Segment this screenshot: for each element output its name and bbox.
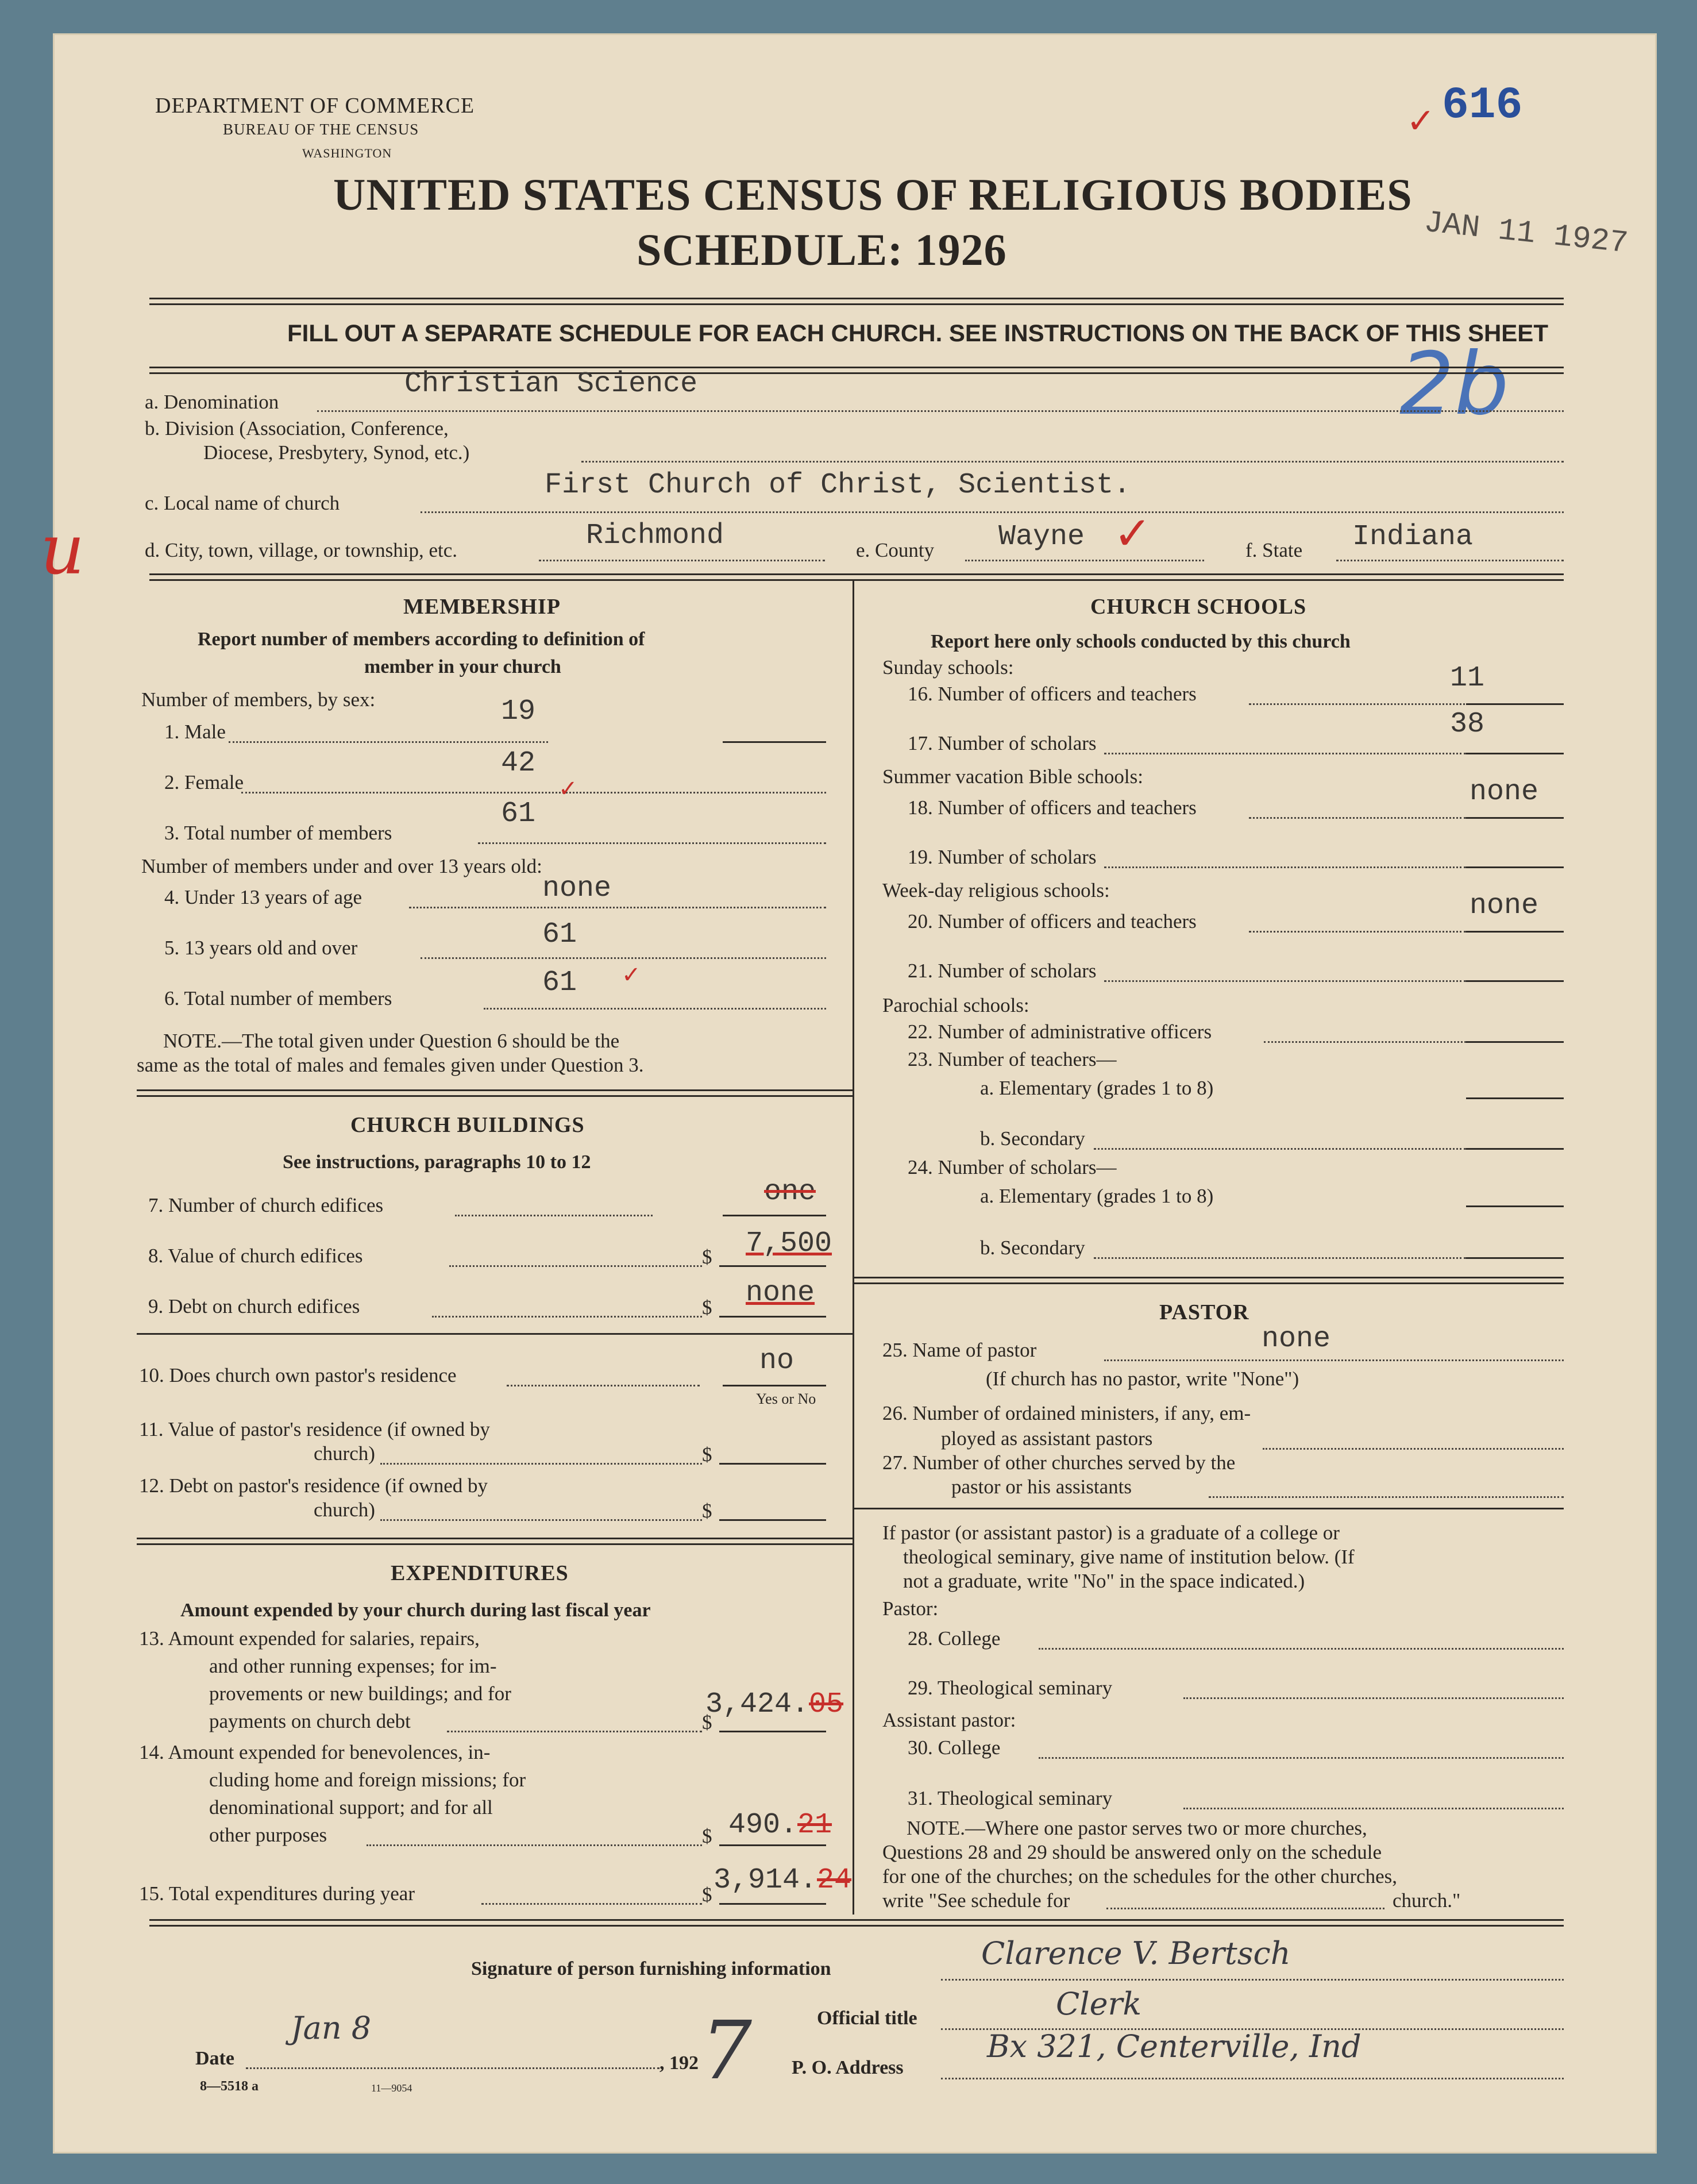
q25-value: none xyxy=(1262,1323,1331,1355)
summer-schools-label: Summer vacation Bible schools: xyxy=(882,765,1143,788)
division-label-2: Diocese, Presbytery, Synod, etc.) xyxy=(203,441,470,464)
q23b-label: b. Secondary xyxy=(980,1127,1085,1150)
handwritten-code: 2b xyxy=(1399,334,1509,434)
weekday-schools-label: Week-day religious schools: xyxy=(882,879,1110,902)
check-mark: ✓ xyxy=(1406,101,1436,141)
q6-label: 6. Total number of members xyxy=(164,987,392,1010)
address-value: Bx 321, Centerville, Ind xyxy=(987,2028,1362,2064)
q18-label: 18. Number of officers and teachers xyxy=(908,796,1197,819)
margin-mark: u xyxy=(40,510,85,590)
buildings-subheading: See instructions, paragraphs 10 to 12 xyxy=(283,1151,591,1173)
graduate-intro-2: theological seminary, give name of institution below. (If xyxy=(903,1546,1355,1568)
membership-note: NOTE.—The total given under Question 6 should be the xyxy=(163,1030,620,1052)
q10-value: no xyxy=(759,1345,794,1377)
q13-label-4: payments on church debt xyxy=(209,1710,411,1732)
q4-label: 4. Under 13 years of age xyxy=(164,886,362,908)
membership-note-2: same as the total of males and females given under Question 3. xyxy=(137,1054,644,1076)
q23-label: 23. Number of teachers— xyxy=(908,1048,1117,1070)
year-prefix: , 192 xyxy=(659,2052,699,2074)
expenditures-subheading: Amount expended by your church during last fiscal year xyxy=(180,1600,651,1621)
q10-label: 10. Does church own pastor's residence xyxy=(139,1364,457,1386)
q20-value: none xyxy=(1470,889,1539,922)
q6-value: 61 xyxy=(542,966,577,999)
census-schedule-sheet xyxy=(40,33,1657,2154)
q12-label: 12. Debt on pastor's residence (if owned by xyxy=(139,1474,488,1497)
q17-value: 38 xyxy=(1450,708,1485,741)
q13-label-3: provements or new buildings; and for xyxy=(209,1682,511,1705)
state-value: Indiana xyxy=(1352,521,1474,553)
q13-label: 13. Amount expended for salaries, repairs, xyxy=(139,1627,480,1650)
q3-value: 61 xyxy=(501,798,536,830)
q9-label: 9. Debt on church edifices xyxy=(148,1295,360,1318)
washington-heading: WASHINGTON xyxy=(302,146,392,160)
county-label: e. County xyxy=(856,539,935,561)
q2-label: 2. Female xyxy=(164,771,244,794)
yes-no-hint: Yes or No xyxy=(756,1390,816,1407)
q14-label-2: cluding home and foreign missions; for xyxy=(209,1769,526,1791)
q14-cents: 21 xyxy=(797,1809,832,1842)
membership-subheading: Report number of members according to definition of xyxy=(198,629,645,650)
graduate-intro-3: not a graduate, write "No" in the space indicated.) xyxy=(903,1570,1305,1592)
q27-label-2: pastor or his assistants xyxy=(951,1476,1132,1498)
q13-value: 3,424.05 xyxy=(705,1688,844,1721)
q14-value: 490.21 xyxy=(728,1809,832,1842)
sunday-schools-label: Sunday schools: xyxy=(882,656,1014,679)
pastor-note: NOTE.—Where one pastor serves two or more churches, xyxy=(907,1817,1367,1839)
q11-label-2: church) xyxy=(314,1442,375,1465)
graduate-intro: If pastor (or assistant pastor) is a graduate of a college or xyxy=(882,1522,1340,1544)
q13-label-2: and other running expenses; for im- xyxy=(209,1655,497,1677)
denomination-label: a. Denomination xyxy=(145,391,279,413)
q23a-label: a. Elementary (grades 1 to 8) xyxy=(980,1077,1214,1099)
q7-value: one xyxy=(764,1176,816,1208)
form-title: UNITED STATES CENSUS OF RELIGIOUS BODIES xyxy=(333,170,1413,219)
q15-cents: 24 xyxy=(817,1864,852,1897)
q14-label: 14. Amount expended for benevolences, in- xyxy=(139,1741,491,1763)
schedule-number: 616 xyxy=(1442,80,1523,131)
q14-label-4: other purposes xyxy=(209,1824,327,1846)
q29-label: 29. Theological seminary xyxy=(908,1677,1113,1699)
year-value: 7 xyxy=(701,2004,753,2098)
q17-label: 17. Number of scholars xyxy=(908,732,1097,754)
q2-value: 42 xyxy=(501,747,536,780)
official-title-label: Official title xyxy=(817,2008,917,2029)
bureau-heading: BUREAU OF THE CENSUS xyxy=(223,121,419,138)
check-mark: ✓ xyxy=(622,962,641,988)
q5-value: 61 xyxy=(542,918,577,951)
pastor-note-2: Questions 28 and 29 should be answered only on the schedule xyxy=(882,1841,1382,1863)
date-value: Jan 8 xyxy=(291,2010,372,2046)
pastor-note-4: write "See schedule for xyxy=(882,1889,1070,1912)
q11-dollar: $ xyxy=(702,1443,712,1466)
check-mark: ✓ xyxy=(1113,507,1152,560)
q13-dollar: $ xyxy=(702,1711,712,1734)
parochial-schools-label: Parochial schools: xyxy=(882,994,1029,1016)
date-label: Date xyxy=(195,2048,234,2069)
q1-value: 19 xyxy=(501,695,536,728)
check-mark: ✓ xyxy=(558,776,578,802)
q28-label: 28. College xyxy=(908,1627,1001,1650)
q16-value: 11 xyxy=(1450,662,1485,695)
q8-label: 8. Value of church edifices xyxy=(148,1245,363,1267)
q25-label: 25. Name of pastor xyxy=(882,1339,1037,1361)
membership-subheading-2: member in your church xyxy=(364,656,561,677)
q30-label: 30. College xyxy=(908,1736,1001,1759)
q15-label: 15. Total expenditures during year xyxy=(139,1882,415,1905)
q24-label: 24. Number of scholars— xyxy=(908,1156,1117,1178)
q13-cents: 05 xyxy=(809,1688,844,1721)
q16-label: 16. Number of officers and teachers xyxy=(908,683,1197,705)
official-title-value: Clerk xyxy=(1056,1986,1142,2022)
q8-value: 7,500 xyxy=(746,1227,832,1260)
q15-value: 3,914.24 xyxy=(713,1864,852,1897)
state-label: f. State xyxy=(1245,539,1303,561)
q14-dollar: $ xyxy=(702,1825,712,1847)
q5-label: 5. 13 years old and over xyxy=(164,937,358,959)
q8-dollar: $ xyxy=(702,1246,712,1268)
q26-label-2: ployed as assistant pastors xyxy=(941,1427,1153,1450)
department-heading: DEPARTMENT OF COMMERCE xyxy=(155,94,475,118)
q7-label: 7. Number of church edifices xyxy=(148,1194,384,1216)
q20-label: 20. Number of officers and teachers xyxy=(908,910,1197,933)
q18-value: none xyxy=(1470,776,1539,808)
signature-value: Clarence V. Bertsch xyxy=(981,1935,1291,1971)
pastor-note-5: church." xyxy=(1393,1889,1461,1912)
membership-heading: MEMBERSHIP xyxy=(403,595,561,619)
date-stamp: JAN 11 1927 xyxy=(1422,205,1630,262)
pastor-heading: PASTOR xyxy=(1159,1300,1249,1324)
expenditures-heading: EXPENDITURES xyxy=(391,1561,569,1585)
buildings-heading: CHURCH BUILDINGS xyxy=(350,1113,585,1137)
schedule-title: SCHEDULE: 1926 xyxy=(637,225,1007,275)
city-value: Richmond xyxy=(586,519,724,552)
denomination-value: Christian Science xyxy=(404,368,698,400)
q27-label: 27. Number of other churches served by the xyxy=(882,1451,1236,1474)
division-label: b. Division (Association, Conference, xyxy=(145,417,449,440)
q15-dollar: $ xyxy=(702,1883,712,1906)
q31-label: 31. Theological seminary xyxy=(908,1787,1113,1809)
schools-heading: CHURCH SCHOOLS xyxy=(1090,595,1307,619)
q1-label: 1. Male xyxy=(164,721,226,743)
q11-label: 11. Value of pastor's residence (if owned by xyxy=(139,1418,490,1440)
local-name-label: c. Local name of church xyxy=(145,492,340,514)
q19-label: 19. Number of scholars xyxy=(908,846,1097,868)
q3-label: 3. Total number of members xyxy=(164,822,392,844)
q9-dollar: $ xyxy=(702,1296,712,1319)
county-value: Wayne xyxy=(998,521,1085,553)
local-name-value: First Church of Christ, Scientist. xyxy=(545,469,1131,502)
pastor-subheading: Pastor: xyxy=(882,1597,939,1620)
q24b-label: b. Secondary xyxy=(980,1237,1085,1259)
members-by-age-label: Number of members under and over 13 years old: xyxy=(141,855,542,877)
q25-note: (If church has no pastor, write "None") xyxy=(986,1368,1299,1390)
q21-label: 21. Number of scholars xyxy=(908,960,1097,982)
assistant-pastor-subheading: Assistant pastor: xyxy=(882,1709,1016,1731)
q22-label: 22. Number of administrative officers xyxy=(908,1020,1212,1043)
q24a-label: a. Elementary (grades 1 to 8) xyxy=(980,1185,1214,1207)
q26-label: 26. Number of ordained ministers, if any, em- xyxy=(882,1402,1251,1424)
address-label: P. O. Address xyxy=(792,2057,904,2078)
q12-dollar: $ xyxy=(702,1500,712,1522)
q14-label-3: denominational support; and for all xyxy=(209,1796,493,1819)
pastor-note-3: for one of the churches; on the schedules for the other churches, xyxy=(882,1865,1398,1888)
instruction-line: FILL OUT A SEPARATE SCHEDULE FOR EACH CHURCH. SEE INSTRUCTIONS ON THE BACK OF THIS SHEET xyxy=(287,319,1548,346)
city-label: d. City, town, village, or township, etc. xyxy=(145,539,458,561)
members-by-sex-label: Number of members, by sex: xyxy=(141,688,376,711)
signature-label: Signature of person furnishing information xyxy=(471,1958,831,1979)
q9-value: none xyxy=(746,1277,815,1309)
form-number: 8—5518 a xyxy=(200,2079,259,2094)
q4-value: none xyxy=(542,872,612,905)
schools-subheading: Report here only schools conducted by this church xyxy=(931,631,1351,652)
q12-label-2: church) xyxy=(314,1499,375,1521)
print-number: 11—9054 xyxy=(371,2082,412,2094)
